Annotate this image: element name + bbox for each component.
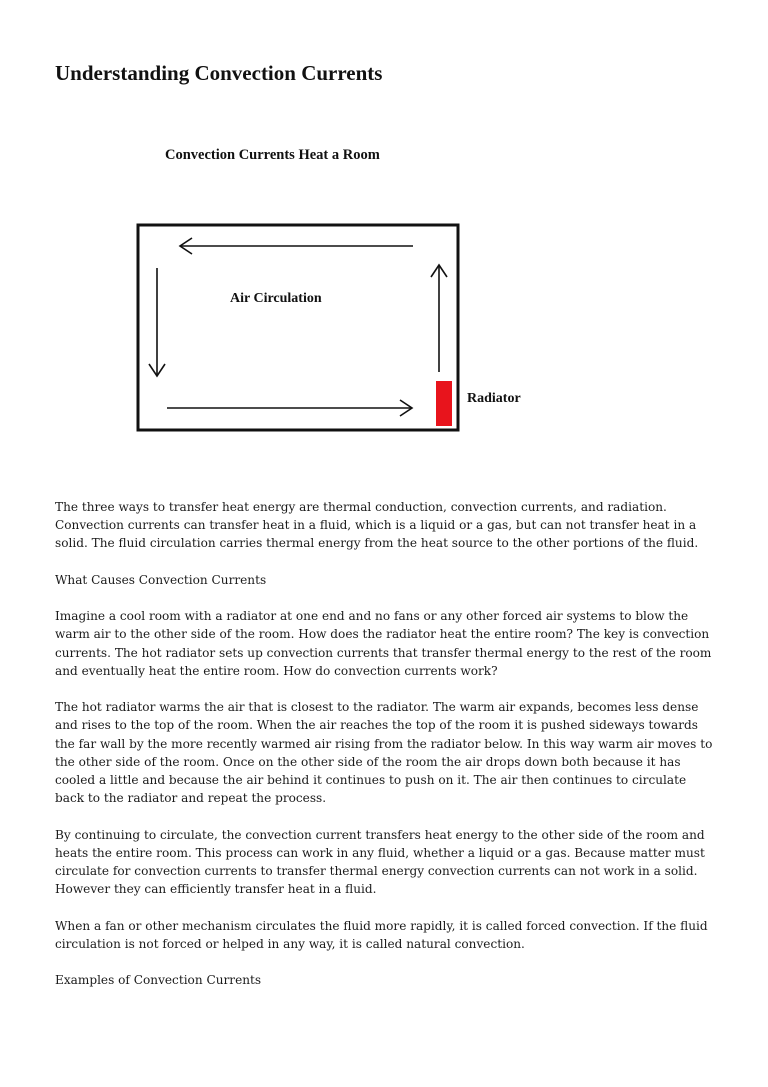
diagram-title: Convection Currents Heat a Room	[165, 147, 380, 163]
diagram-background	[55, 108, 715, 450]
paragraph-circulation: By continuing to circulate, the convection current transfers heat energy to the other side of the room and heats the entire room. This process can work in any fluid, whether a liquid or a gas. Because matter must circulate for convection currents to transfer thermal energy convection currents can not work in a solid. However they can efficiently transfer heat in a fluid.	[55, 827, 705, 897]
section-heading-examples: Examples of Convection Currents	[55, 973, 262, 988]
paragraph-cool-room: Imagine a cool room with a radiator at one end and no fans or any other forced air systems to blow the warm air to the other side of the room. How does the radiator heat the entire room? The key is convection currents. The hot radiator sets up convection currents that transfer thermal energy to the rest of the room and eventually heat the entire room. How do convection currents work?	[55, 609, 712, 678]
convection-diagram	[55, 108, 715, 450]
convection-diagram-svg	[55, 108, 715, 450]
radiator-label: Radiator	[467, 391, 521, 406]
paragraph-intro: The three ways to transfer heat energy are thermal conduction, convection currents, and radiation. Convection currents can transfer heat in a fluid, which is a liquid or a gas, but can not transfer heat in a solid. The fluid circulation carries thermal energy from the heat source to the other portions of the fluid.	[55, 500, 699, 551]
air-circulation-label: Air Circulation	[230, 291, 322, 306]
radiator-shape	[436, 381, 452, 426]
paragraph-forced-convection: When a fan or other mechanism circulates the fluid more rapidly, it is called forced convection. If the fluid circulation is not forced or helped in any way, it is called natural convection.	[55, 918, 708, 951]
page-title: Understanding Convection Currents	[55, 61, 383, 85]
article-body	[55, 498, 717, 1008]
section-heading-causes: What Causes Convection Currents	[55, 572, 267, 587]
paragraph-hot-radiator: The hot radiator warms the air that is closest to the radiator. The warm air expands, becomes less dense and rises to the top of the room. When the air reaches the top of the room it is pushed sideways towards the far wall by the more recently warmed air rising from the radiator below. In this way warm air moves to the other side of the room. Once on the other side of the room the air drops down both because it has cooled a little and because the air behind it continues to push on it. The air then continues to circulate back to the radiator and repeat the process.	[55, 700, 713, 806]
